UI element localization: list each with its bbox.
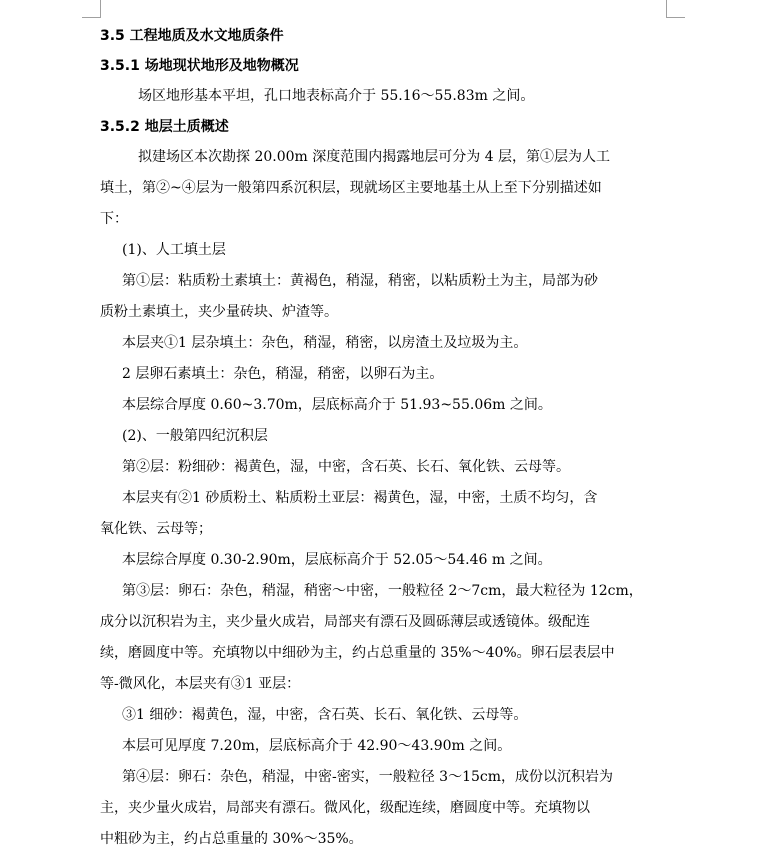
subsection-fill-title: (1)、人工填土层 (122, 242, 226, 258)
paragraph-line: 质粉土素填土，夹少量砖块、炉渣等。 (100, 304, 338, 320)
document-page (100, 18, 670, 855)
paragraph-layer-2-1 (100, 483, 670, 545)
paragraph-layer-1-2: 2 层卵石素填土：杂色，稍湿，稍密，以卵石为主。 (122, 366, 444, 382)
crop-mark-left-vertical (100, 0, 101, 18)
paragraph-layer-2: 第②层：粉细砂：褐黄色，湿，中密，含石英、长石、氧化铁、云母等。 (122, 459, 570, 475)
paragraph-line: 本层夹有②1 砂质粉土、粘质粉土亚层：褐黄色，湿，中密，土质不均匀，含 (122, 490, 598, 506)
paragraph-line: 下： (100, 211, 128, 227)
paragraph-line: 拟建场区本次勘探 20.00m 深度范围内揭露地层可分为 4 层，第①层为人工 (138, 149, 611, 165)
paragraph-layer-3 (100, 576, 670, 700)
paragraph-line: 氧化铁、云母等； (100, 521, 212, 537)
subsection-q4-title: (2)、一般第四纪沉积层 (122, 428, 268, 444)
paragraph-layer-3-thickness: 本层可见厚度 7.20m，层底标高介于 42.90～43.90m 之间。 (122, 738, 512, 754)
paragraph-line: 中粗砂为主，约占总重量的 30%～35%。 (100, 831, 363, 847)
crop-mark-left-horizontal (82, 17, 101, 18)
paragraph-layer-3-1: ③1 细砂：褐黄色，湿，中密，含石英、长石、氧化铁、云母等。 (122, 707, 528, 723)
paragraph-line: 第①层：粘质粉土素填土：黄褐色，稍湿，稍密，以粘质粉土为主，局部为砂 (122, 273, 598, 289)
paragraph-intro (100, 142, 670, 235)
paragraph-layer-4 (100, 762, 670, 855)
paragraph-line: 成分以沉积岩为主，夹少量火成岩，局部夹有漂石及圆砾薄层或透镜体。级配连 (100, 614, 590, 630)
paragraph-line: 填土，第②~④层为一般第四系沉积层，现就场区主要地基土从上至下分别描述如 (100, 180, 602, 196)
section-heading-3-5: 3.5 工程地质及水文地质条件 (100, 28, 284, 44)
paragraph-line: 第③层：卵石：杂色，稍湿，稍密～中密，一般粒径 2～7cm，最大粒径为 12cm， (122, 583, 643, 599)
paragraph-line: 第④层：卵石：杂色，稍湿，中密-密实，一般粒径 3～15cm，成份以沉积岩为 (122, 769, 614, 785)
section-heading-3-5-1: 3.5.1 场地现状地形及地物概况 (100, 58, 299, 74)
section-heading-3-5-2: 3.5.2 地层土质概述 (100, 119, 229, 135)
paragraph-line: 续，磨圆度中等。充填物以中细砂为主，约占总重量的 35%～40%。卵石层表层中 (100, 645, 615, 661)
paragraph-layer-1-thickness: 本层综合厚度 0.60~3.70m，层底标高介于 51.93~55.06m 之间。 (122, 397, 552, 413)
paragraph-layer-1-1: 本层夹①1 层杂填土：杂色，稍湿，稍密，以房渣土及垃圾为主。 (122, 335, 528, 351)
paragraph-line: 等-微风化，本层夹有③1 亚层： (100, 676, 301, 692)
crop-mark-right-vertical (666, 0, 667, 18)
paragraph-terrain: 场区地形基本平坦，孔口地表标高介于 55.16～55.83m 之间。 (138, 88, 535, 104)
paragraph-line: 主，夹少量火成岩，局部夹有漂石。微风化，级配连续，磨圆度中等。充填物以 (100, 800, 590, 816)
paragraph-layer-1 (100, 266, 670, 328)
paragraph-layer-2-thickness: 本层综合厚度 0.30-2.90m，层底标高介于 52.05～54.46 m 之间。 (122, 552, 552, 568)
